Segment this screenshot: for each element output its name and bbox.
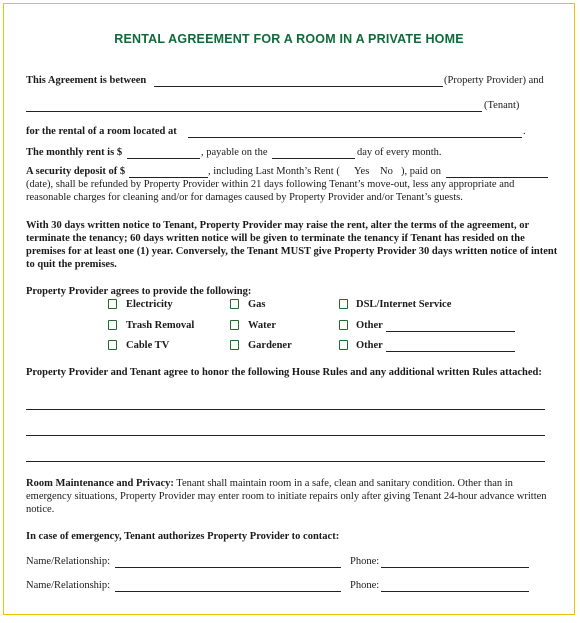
contact-1-name-field[interactable] bbox=[115, 567, 341, 568]
cable-tv-checkbox[interactable] bbox=[108, 340, 117, 350]
deposit-yes-option[interactable]: Yes bbox=[354, 166, 370, 177]
house-rules-line-1[interactable] bbox=[26, 409, 545, 410]
agreement-page bbox=[3, 3, 575, 615]
electricity-checkbox[interactable] bbox=[108, 299, 117, 309]
monthly-rent-field[interactable] bbox=[127, 158, 200, 159]
tenant-suffix: (Tenant) bbox=[484, 100, 520, 111]
room-location-label: for the rental of a room located at bbox=[26, 126, 177, 137]
house-rules-line-3[interactable] bbox=[26, 461, 545, 462]
gas-label: Gas bbox=[248, 299, 266, 310]
deposit-label: A security deposit of $ bbox=[26, 166, 126, 177]
contact-1-phone-field[interactable] bbox=[381, 567, 529, 568]
contact-2-phone-label: Phone: bbox=[350, 580, 380, 591]
maintenance-paragraph bbox=[26, 477, 559, 516]
electricity-label: Electricity bbox=[126, 299, 173, 310]
other-2-checkbox[interactable] bbox=[339, 340, 348, 350]
tenant-name-field[interactable] bbox=[26, 111, 482, 112]
location-period: . bbox=[523, 126, 526, 137]
deposit-including-text: , including Last Month’s Rent ( bbox=[208, 166, 340, 177]
cable-tv-label: Cable TV bbox=[126, 340, 170, 351]
agreement-intro: This Agreement is between bbox=[26, 75, 147, 86]
gardener-checkbox[interactable] bbox=[230, 340, 239, 350]
document-title: RENTAL AGREEMENT FOR A ROOM IN A PRIVATE HOME bbox=[114, 32, 464, 46]
payable-on-text: , payable on the bbox=[201, 147, 268, 158]
other-1-field[interactable] bbox=[386, 331, 515, 332]
house-rules-line-2[interactable] bbox=[26, 435, 545, 436]
provider-suffix: (Property Provider) and bbox=[444, 75, 544, 86]
monthly-rent-label: The monthly rent is $ bbox=[26, 147, 123, 158]
emergency-heading: In case of emergency, Tenant authorizes Property Provider to contact: bbox=[26, 531, 340, 542]
house-rules-paragraph: Property Provider and Tenant agree to honor the following House Rules and any additional written Rules attached: bbox=[26, 367, 542, 378]
maintenance-text: Tenant shall maintain room in a safe, clean and sanitary condition. Other than in emergency situations, Property Provider may enter room to initiate repairs only after giving Tenant 24-hour advance written notice. bbox=[26, 478, 547, 515]
contact-1-phone-label: Phone: bbox=[350, 556, 380, 567]
room-location-field[interactable] bbox=[188, 137, 522, 138]
deposit-paid-on-text: ), paid on bbox=[401, 166, 441, 177]
contact-2-name-label: Name/Relationship: bbox=[26, 580, 110, 591]
day-of-month-text: day of every month. bbox=[357, 147, 442, 158]
gas-checkbox[interactable] bbox=[230, 299, 239, 309]
contact-1-name-label: Name/Relationship: bbox=[26, 556, 110, 567]
other-1-label: Other bbox=[356, 320, 383, 331]
deposit-no-option[interactable]: No bbox=[380, 166, 393, 177]
notice-paragraph: With 30 days written notice to Tenant, Property Provider may raise the rent, alter the terms of the agreement, or terminate the tenancy; 60 days written notice will be given to terminate the tenancy if Tenant has resided on the premises for at least one (1) year. Conversely, the Tenant MUST give Property Provider 30 days written notice of intent to quit the premises. bbox=[26, 220, 558, 270]
dsl-internet-checkbox[interactable] bbox=[339, 299, 348, 309]
dsl-internet-label: DSL/Internet Service bbox=[356, 299, 452, 310]
contact-2-name-field[interactable] bbox=[115, 591, 341, 592]
trash-removal-checkbox[interactable] bbox=[108, 320, 117, 330]
water-label: Water bbox=[248, 320, 276, 331]
deposit-terms: (date), shall be refunded by Property Provider within 21 days following Tenant’s move-out, less any appropriate and reasonable charges for cleaning and/or for damages caused by Property Provider and/or Tenant’s guests. bbox=[26, 179, 515, 203]
services-heading: Property Provider agrees to provide the following: bbox=[26, 286, 252, 297]
other-2-label: Other bbox=[356, 340, 383, 351]
maintenance-heading: Room Maintenance and Privacy: bbox=[26, 478, 174, 489]
other-1-checkbox[interactable] bbox=[339, 320, 348, 330]
provider-name-field[interactable] bbox=[154, 86, 443, 87]
contact-2-phone-field[interactable] bbox=[381, 591, 529, 592]
payment-day-field[interactable] bbox=[272, 158, 355, 159]
gardener-label: Gardener bbox=[248, 340, 292, 351]
other-2-field[interactable] bbox=[386, 351, 515, 352]
trash-removal-label: Trash Removal bbox=[126, 320, 195, 331]
water-checkbox[interactable] bbox=[230, 320, 239, 330]
